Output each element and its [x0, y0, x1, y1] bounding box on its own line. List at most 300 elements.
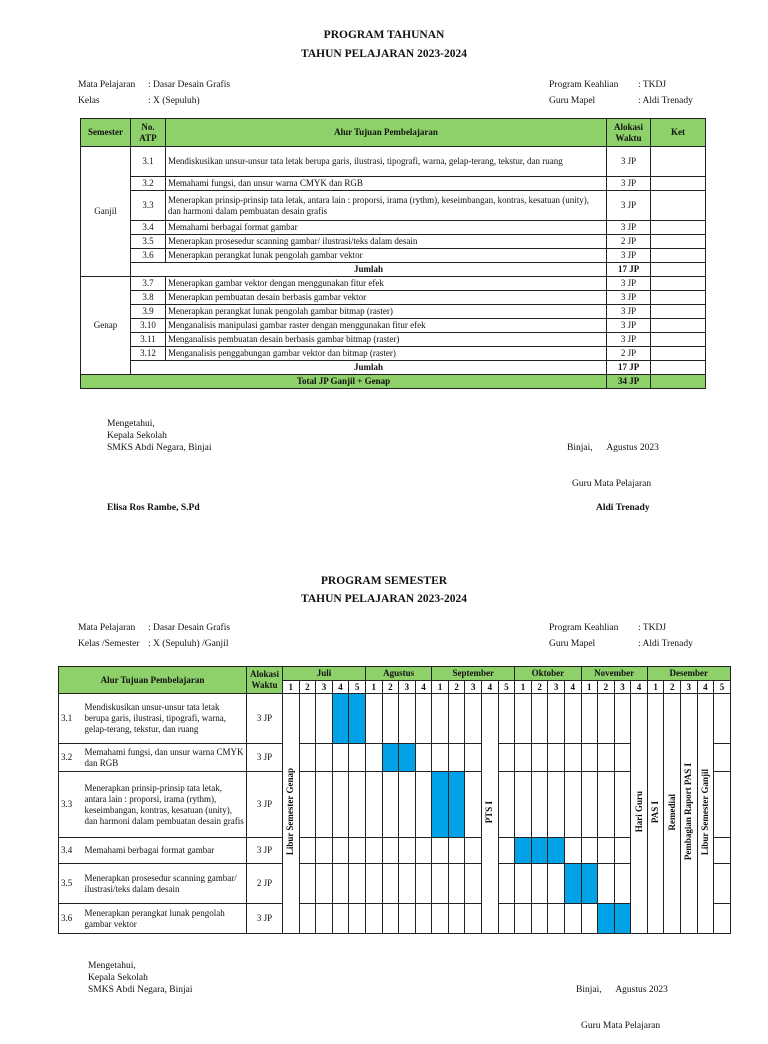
class-value: : X (Sepuluh) /Ganjil: [148, 639, 229, 649]
week-header: 1: [365, 681, 382, 694]
schedule-cell: [349, 904, 366, 934]
sign-left-line3: SMKS Abdi Negara, Binjai: [107, 443, 212, 453]
schedule-cell: [531, 904, 548, 934]
week-header: 1: [432, 681, 449, 694]
schedule-cell: [515, 904, 532, 934]
semester-meta-right: [549, 620, 693, 652]
atp-ket: [651, 333, 706, 347]
teacher-label: Guru Mapel: [549, 96, 596, 106]
schedule-cell-filled: [548, 838, 565, 864]
schedule-cell: [548, 904, 565, 934]
annual-title: PROGRAM TAHUNAN: [323, 29, 445, 41]
schedule-cell: [332, 838, 349, 864]
schedule-cell: [564, 694, 581, 744]
schedule-cell: [714, 904, 731, 934]
week-header: 2: [299, 681, 316, 694]
atp-alloc: 3 JP: [607, 221, 651, 235]
annual-row: [81, 235, 706, 249]
sign-left-line2: Kepala Sekolah: [88, 973, 148, 983]
semester-meta-left: [78, 620, 230, 652]
atp-text: Menerapkan gambar vektor dengan menggunakan fitur efek: [165, 277, 606, 291]
schedule-cell: [714, 694, 731, 744]
headmaster-name: Elisa Ros Rambe, S.Pd: [107, 503, 200, 513]
subject-label: Mata Pelajaran: [78, 623, 136, 633]
schedule-cell: [714, 838, 731, 864]
schedule-cell: [515, 864, 532, 904]
holiday-label: PAS I: [650, 800, 661, 824]
schedule-cell: [498, 694, 515, 744]
atp-alloc: 3 JP: [607, 333, 651, 347]
atp-text: Menerapkan perangkat lunak pengolah gambar vektor: [165, 249, 606, 263]
schedule-cell: [399, 904, 416, 934]
atp-ket: [651, 177, 706, 191]
schedule-cell: [581, 744, 598, 772]
atp-ket: [651, 347, 706, 361]
subtotal-ket: [651, 361, 706, 375]
grand-total-label: Total JP Ganjil + Genap: [81, 375, 607, 389]
atp-text: Memahami berbagai format gambar: [83, 838, 247, 864]
schedule-cell-filled: [399, 744, 416, 772]
atp-alloc: 3 JP: [247, 838, 283, 864]
schedule-cell: [515, 744, 532, 772]
atp-text: Menerapkan perangkat lunak pengolah gambar vektor: [83, 904, 247, 934]
month-header: Agustus: [365, 667, 431, 681]
schedule-cell-filled: [581, 864, 598, 904]
schedule-cell: [432, 694, 449, 744]
schedule-cell-filled: [332, 694, 349, 744]
atp-alloc: 2 JP: [247, 864, 283, 904]
atp-alloc: 3 JP: [607, 291, 651, 305]
sign-right-line2: Guru Mata Pelajaran: [581, 1021, 661, 1031]
schedule-cell: [299, 904, 316, 934]
atp-alloc: 3 JP: [607, 147, 651, 177]
holiday-label: Pembagian Raport PAS I: [683, 763, 694, 861]
schedule-cell: [365, 772, 382, 838]
schedule-cell: [564, 904, 581, 934]
schedule-cell: [382, 772, 399, 838]
atp-ket: [651, 235, 706, 249]
atp-alloc: 2 JP: [607, 347, 651, 361]
month-header-row: [59, 667, 731, 681]
holiday-column: [283, 694, 300, 934]
atp-text: Mendiskusikan unsur-unsur tata letak berupa garis, ilustrasi, tipografi, warna, gelap-terang, tekstur, dan ruang: [83, 694, 247, 744]
week-header: 3: [548, 681, 565, 694]
schedule-cell: [316, 838, 333, 864]
schedule-cell-filled: [614, 904, 631, 934]
schedule-cell: [614, 838, 631, 864]
week-header: 4: [631, 681, 648, 694]
holiday-column: [664, 694, 681, 934]
schedule-cell: [316, 694, 333, 744]
schedule-cell: [714, 772, 731, 838]
schedule-cell: [498, 772, 515, 838]
atp-alloc: 3 JP: [247, 744, 283, 772]
semester-cell: Ganjil: [81, 147, 131, 277]
atp-alloc: 3 JP: [607, 177, 651, 191]
schedule-cell: [581, 694, 598, 744]
atp-text: Menganalisis pembuatan desain berbasis gambar bitmap (raster): [165, 333, 606, 347]
semester-row: [59, 694, 731, 744]
atp-no: 3.4: [59, 838, 83, 864]
subject-value: : Dasar Desain Grafis: [148, 80, 231, 90]
annual-table-body: [81, 147, 706, 389]
semester-table: [58, 666, 731, 934]
atp-no: 3.9: [130, 305, 165, 319]
schedule-cell: [332, 772, 349, 838]
header-alloc: Alokasi Waktu: [607, 119, 651, 147]
month-header: September: [432, 667, 515, 681]
schedule-cell: [598, 744, 615, 772]
semester-subtitle: TAHUN PELAJARAN 2023-2024: [301, 593, 467, 605]
schedule-cell: [332, 864, 349, 904]
atp-ket: [651, 249, 706, 263]
schedule-cell: [465, 744, 482, 772]
atp-no: 3.1: [59, 694, 83, 744]
header-ket: Ket: [651, 119, 706, 147]
holiday-label: PTS I: [484, 800, 495, 824]
header-semester: Semester: [81, 119, 131, 147]
atp-ket: [651, 305, 706, 319]
program-value: : TKDJ: [638, 80, 667, 90]
schedule-cell: [399, 864, 416, 904]
atp-text: Menerapkan prinsip-prinsip tata letak, antara lain : proporsi, irama (rythm), keseimbangan, kontras, kesatuan (unity), dan harmoni dalam pembuatan desain grafis: [165, 191, 606, 221]
schedule-cell: [498, 904, 515, 934]
schedule-cell-filled: [432, 772, 449, 838]
annual-row: [81, 333, 706, 347]
semester-row: [59, 864, 731, 904]
teacher-label: Guru Mapel: [549, 639, 596, 649]
schedule-cell: [415, 838, 432, 864]
schedule-cell: [399, 694, 416, 744]
holiday-column: [697, 694, 714, 934]
atp-alloc: 2 JP: [607, 235, 651, 249]
schedule-cell: [564, 744, 581, 772]
schedule-cell: [465, 904, 482, 934]
schedule-cell: [465, 864, 482, 904]
month-header: November: [581, 667, 647, 681]
schedule-cell: [614, 864, 631, 904]
schedule-cell-filled: [382, 744, 399, 772]
week-header: 4: [415, 681, 432, 694]
month-header: Desember: [647, 667, 730, 681]
schedule-cell: [432, 864, 449, 904]
week-header: 3: [399, 681, 416, 694]
header-no: No. ATP: [130, 119, 165, 147]
header-atp: Alur Tujuan Pembelajaran: [165, 119, 606, 147]
schedule-cell: [498, 864, 515, 904]
week-header: 1: [283, 681, 300, 694]
annual-row: [81, 277, 706, 291]
annual-row: [81, 249, 706, 263]
grand-total-ket: [651, 375, 706, 389]
program-label: Program Keahlian: [549, 623, 619, 633]
schedule-cell-filled: [515, 838, 532, 864]
schedule-cell: [598, 772, 615, 838]
schedule-cell: [316, 744, 333, 772]
atp-ket: [651, 291, 706, 305]
program-label: Program Keahlian: [549, 80, 619, 90]
teacher-value: : Aldi Trenady: [638, 639, 693, 649]
schedule-cell: [299, 772, 316, 838]
schedule-cell: [448, 864, 465, 904]
atp-ket: [651, 277, 706, 291]
atp-text: Memahami fungsi, dan unsur warna CMYK dan RGB: [165, 177, 606, 191]
atp-alloc: 3 JP: [247, 772, 283, 838]
subtotal-value: 17 JP: [607, 263, 651, 277]
semester-table-body: [59, 694, 731, 934]
schedule-cell: [415, 904, 432, 934]
schedule-cell: [548, 772, 565, 838]
schedule-cell: [299, 838, 316, 864]
schedule-cell: [299, 864, 316, 904]
schedule-cell: [515, 772, 532, 838]
schedule-cell: [448, 694, 465, 744]
holiday-label: Remedial: [666, 793, 677, 831]
holiday-column: [631, 694, 648, 934]
holiday-column: [482, 694, 499, 934]
grand-total-row: [81, 375, 706, 389]
schedule-cell: [365, 694, 382, 744]
semester-sign-left: [88, 960, 193, 996]
schedule-cell: [714, 744, 731, 772]
sign-left-line2: Kepala Sekolah: [107, 431, 167, 441]
schedule-cell: [316, 904, 333, 934]
schedule-cell: [349, 864, 366, 904]
annual-sign-left: [107, 418, 212, 454]
atp-text: Mendiskusikan unsur-unsur tata letak berupa garis, ilustrasi, tipografi, warna, gelap-terang, tekstur, dan ruang: [165, 147, 606, 177]
semester-title: PROGRAM SEMESTER: [320, 575, 448, 587]
schedule-cell: [581, 838, 598, 864]
week-header: 1: [515, 681, 532, 694]
atp-ket: [651, 221, 706, 235]
schedule-cell: [399, 838, 416, 864]
atp-text: Menerapkan prinsip-prinsip tata letak, antara lain : proporsi, irama (rythm), keseimbangan, kontras, kesatuan (unity), dan harmoni dalam pembuatan desain grafis: [83, 772, 247, 838]
class-label: Kelas: [78, 96, 100, 106]
sign-left-line1: Mengetahui,: [107, 419, 155, 429]
week-header: 4: [697, 681, 714, 694]
schedule-cell: [598, 864, 615, 904]
week-header: 3: [680, 681, 697, 694]
annual-sign-right: [567, 418, 659, 502]
week-header: 5: [349, 681, 366, 694]
annual-meta-left: [78, 77, 230, 109]
atp-text: Memahami fungsi, dan unsur warna CMYK dan RGB: [83, 744, 247, 772]
schedule-cell: [598, 694, 615, 744]
atp-no: 3.7: [130, 277, 165, 291]
schedule-cell: [399, 772, 416, 838]
atp-no: 3.8: [130, 291, 165, 305]
atp-no: 3.3: [130, 191, 165, 221]
semester-row: [59, 838, 731, 864]
schedule-cell: [415, 694, 432, 744]
atp-text: Menerapkan perangkat lunak pengolah gambar bitmap (raster): [165, 305, 606, 319]
atp-text: Menganalisis manipulasi gambar raster dengan menggunakan fitur efek: [165, 319, 606, 333]
schedule-cell: [531, 744, 548, 772]
schedule-cell: [465, 838, 482, 864]
annual-row: [81, 221, 706, 235]
week-header: 5: [498, 681, 515, 694]
month-header: Juli: [283, 667, 366, 681]
annual-subtitle: TAHUN PELAJARAN 2023-2024: [301, 48, 467, 60]
holiday-column: [647, 694, 664, 934]
schedule-cell: [448, 904, 465, 934]
atp-alloc: 3 JP: [607, 305, 651, 319]
schedule-cell: [415, 772, 432, 838]
schedule-cell: [432, 904, 449, 934]
atp-no: 3.6: [59, 904, 83, 934]
month-header: Oktober: [515, 667, 581, 681]
holiday-column: [680, 694, 697, 934]
schedule-cell: [581, 904, 598, 934]
week-header: 2: [531, 681, 548, 694]
schedule-cell: [564, 772, 581, 838]
atp-no: 3.5: [59, 864, 83, 904]
atp-text: Menerapkan pembuatan desain berbasis gambar vektor: [165, 291, 606, 305]
week-header: 4: [332, 681, 349, 694]
sign-right-line1: Binjai, Agustus 2023: [567, 443, 659, 453]
schedule-cell: [714, 864, 731, 904]
schedule-cell: [415, 864, 432, 904]
schedule-cell: [349, 744, 366, 772]
schedule-cell: [531, 864, 548, 904]
week-header: 3: [614, 681, 631, 694]
holiday-label: Libur Semester Genap: [285, 768, 296, 856]
week-header: 1: [647, 681, 664, 694]
schedule-cell: [382, 904, 399, 934]
atp-ket: [651, 191, 706, 221]
atp-ket: [651, 319, 706, 333]
sign-left-line3: SMKS Abdi Negara, Binjai: [88, 985, 193, 995]
week-header: 5: [714, 681, 731, 694]
schedule-cell: [564, 838, 581, 864]
atp-text: Menerapkan prosesedur scanning gambar/ ilustrasi/teks dalam desain: [165, 235, 606, 249]
schedule-cell: [332, 744, 349, 772]
annual-row: [81, 305, 706, 319]
atp-no: 3.11: [130, 333, 165, 347]
week-header: 2: [664, 681, 681, 694]
schedule-cell: [515, 694, 532, 744]
schedule-cell: [382, 864, 399, 904]
subtotal-label: Jumlah: [130, 263, 606, 277]
schedule-cell: [415, 744, 432, 772]
semester-cell: Genap: [81, 277, 131, 375]
schedule-cell-filled: [448, 772, 465, 838]
schedule-cell: [548, 864, 565, 904]
schedule-cell: [349, 772, 366, 838]
program-value: : TKDJ: [638, 623, 667, 633]
class-label: Kelas /Semester: [78, 639, 140, 649]
atp-text: Menerapkan prosesedur scanning gambar/ ilustrasi/teks dalam desain: [83, 864, 247, 904]
annual-row: [81, 291, 706, 305]
atp-alloc: 3 JP: [607, 191, 651, 221]
atp-no: 3.1: [130, 147, 165, 177]
schedule-cell: [581, 772, 598, 838]
subtotal-value: 17 JP: [607, 361, 651, 375]
schedule-cell: [614, 694, 631, 744]
subtotal-row: [81, 263, 706, 277]
schedule-cell: [531, 694, 548, 744]
schedule-cell: [498, 744, 515, 772]
schedule-cell: [316, 772, 333, 838]
annual-meta-right: [549, 77, 693, 109]
semester-row: [59, 904, 731, 934]
holiday-label: Hari Guru: [633, 791, 644, 833]
atp-no: 3.5: [130, 235, 165, 249]
schedule-cell: [365, 904, 382, 934]
atp-no: 3.2: [130, 177, 165, 191]
week-header: 4: [564, 681, 581, 694]
week-header: 2: [382, 681, 399, 694]
schedule-cell: [531, 772, 548, 838]
schedule-cell: [299, 744, 316, 772]
week-header: 2: [598, 681, 615, 694]
schedule-cell: [332, 904, 349, 934]
atp-text: Menganalisis penggabungan gambar vektor dan bitmap (raster): [165, 347, 606, 361]
header-alloc: Alokasi Waktu: [247, 667, 283, 694]
atp-no: 3.2: [59, 744, 83, 772]
semester-row: [59, 744, 731, 772]
annual-row: [81, 319, 706, 333]
week-header: 3: [465, 681, 482, 694]
sign-left-line1: Mengetahui,: [88, 961, 136, 971]
sign-right-line1: Binjai, Agustus 2023: [576, 985, 668, 995]
teacher-name: Aldi Trenady: [596, 503, 650, 513]
class-value: : X (Sepuluh): [148, 96, 200, 106]
sign-right-line2: Guru Mata Pelajaran: [572, 479, 652, 489]
week-header: 2: [448, 681, 465, 694]
subject-label: Mata Pelajaran: [78, 80, 136, 90]
subject-value: : Dasar Desain Grafis: [148, 623, 231, 633]
schedule-cell: [614, 772, 631, 838]
schedule-cell-filled: [564, 864, 581, 904]
week-header: 1: [581, 681, 598, 694]
semester-sign-right: [576, 960, 668, 1044]
schedule-cell: [448, 838, 465, 864]
schedule-cell: [382, 694, 399, 744]
schedule-cell-filled: [349, 694, 366, 744]
atp-no: 3.6: [130, 249, 165, 263]
atp-no: 3.4: [130, 221, 165, 235]
schedule-cell: [548, 744, 565, 772]
atp-text: Memahami berbagai format gambar: [165, 221, 606, 235]
schedule-cell: [598, 838, 615, 864]
schedule-cell: [365, 744, 382, 772]
annual-row: [81, 347, 706, 361]
schedule-cell: [432, 838, 449, 864]
schedule-cell: [382, 838, 399, 864]
semester-row: [59, 772, 731, 838]
header-atp: Alur Tujuan Pembelajaran: [59, 667, 247, 694]
schedule-cell: [498, 838, 515, 864]
schedule-cell: [432, 744, 449, 772]
schedule-cell-filled: [598, 904, 615, 934]
subtotal-row: [81, 361, 706, 375]
atp-alloc: 3 JP: [607, 277, 651, 291]
annual-table: [80, 118, 706, 389]
schedule-cell-filled: [531, 838, 548, 864]
atp-no: 3.12: [130, 347, 165, 361]
week-header: 3: [316, 681, 333, 694]
teacher-value: : Aldi Trenady: [638, 96, 693, 106]
subtotal-label: Jumlah: [130, 361, 606, 375]
annual-row: [81, 147, 706, 177]
schedule-cell: [548, 694, 565, 744]
atp-alloc: 3 JP: [247, 694, 283, 744]
schedule-cell: [299, 694, 316, 744]
atp-no: 3.10: [130, 319, 165, 333]
subtotal-ket: [651, 263, 706, 277]
holiday-label: Libur Semester Ganjil: [699, 768, 710, 856]
